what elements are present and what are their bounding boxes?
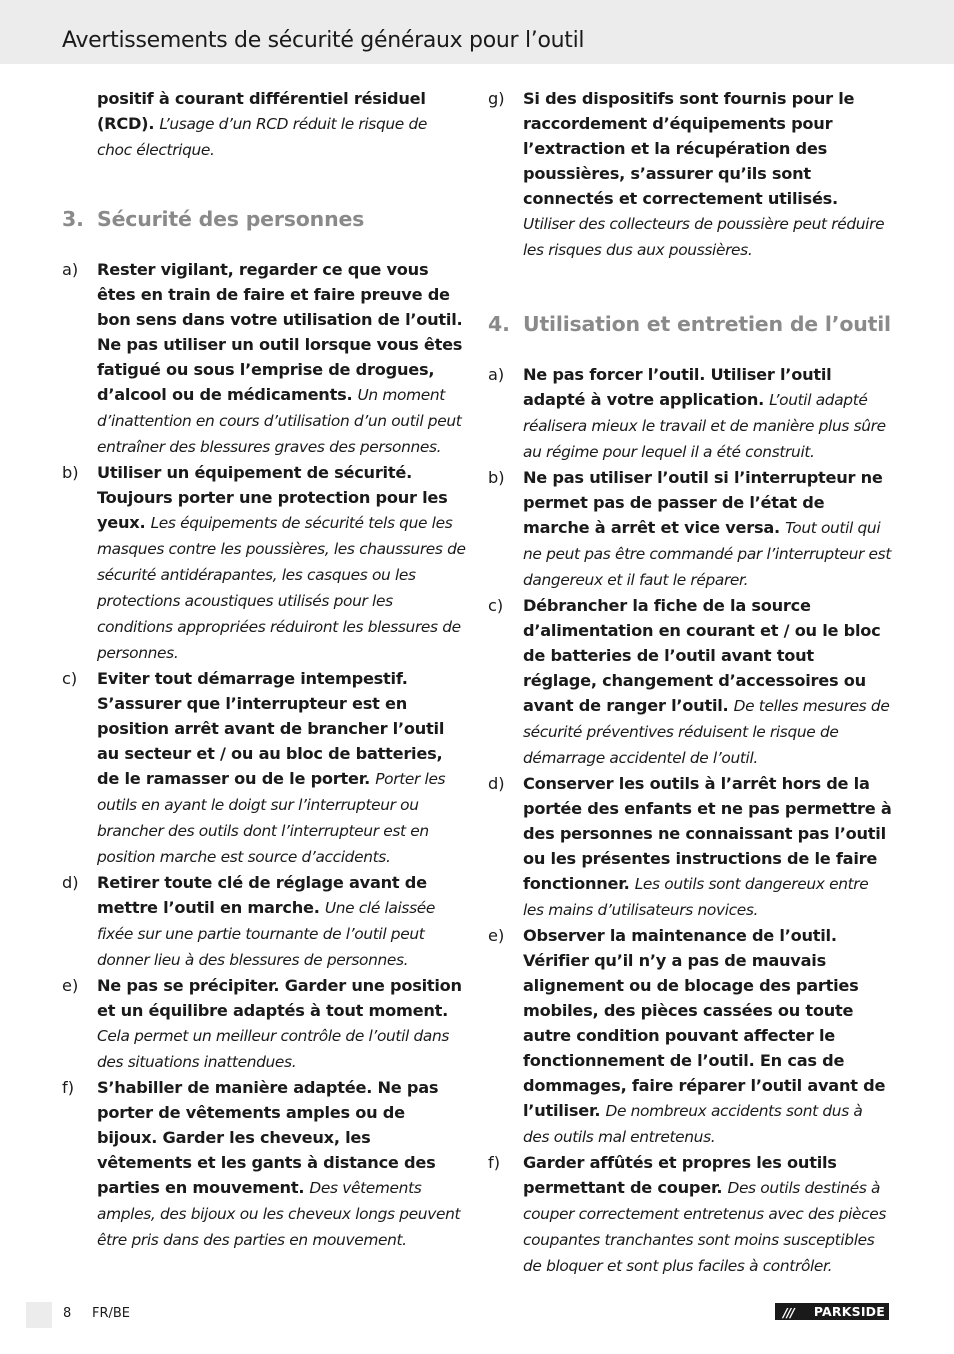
list-item [62, 460, 466, 666]
intro-paragraph [62, 86, 466, 163]
item-bold: Utiliser un équipement de sécurité. Toujours porter une protection pour les yeux. [97, 463, 448, 532]
item-bold: Retirer toute clé de réglage avant de mettre l’outil en marche. [97, 873, 427, 917]
item-letter: g) [488, 89, 505, 108]
section-title: Sécurité des personnes [97, 207, 365, 231]
item-italic: L’outil adapté réalisera mieux le travail et de manière plus sûre au régime pour lequel il a été construit. [523, 391, 886, 461]
list-item [62, 973, 466, 1075]
item-letter: d) [62, 873, 79, 892]
item-letter: a) [62, 260, 79, 279]
item-letter: f) [62, 1078, 75, 1097]
item-bold: Débrancher la fiche de la source d’alimentation en courant et / ou le bloc de batteries de l’outil avant tout réglage, changement d’accessoires ou avant de ranger l’outil. [523, 596, 881, 715]
item-bold: Eviter tout démarrage intempestif. S’assurer que l’interrupteur est en position arrêt avant de brancher l’outil au secteur et / ou au bloc de batteries, de le ramasser ou de le porter. [97, 669, 445, 788]
footer-page-marker [26, 1302, 52, 1328]
list-item [62, 257, 466, 460]
item-bold: Conserver les outils à l’arrêt hors de la portée des enfants et ne pas permettre à des personnes ne connaissant pas l’outil ou les présentes instructions de le faire fonctionner. [523, 774, 892, 893]
section-number: 4. [488, 312, 510, 336]
intro-italic: L’usage d’un RCD réduit le risque de choc électrique. [97, 115, 427, 159]
section-title: Utilisation et entretien de l’outil [523, 312, 891, 336]
list-item [62, 666, 466, 870]
item-bold: Ne pas forcer l’outil. Utiliser l’outil adapté à votre application. [523, 365, 832, 409]
item-bold: S’habiller de manière adaptée. Ne pas porter de vêtements amples ou de bijoux. Garder les cheveux, les vêtements et les gants à distance des parties en mouvement. [97, 1078, 439, 1197]
item-italic: Un moment d’inattention en cours d’utilisation d’un outil peut entraîner des blessures graves des personnes. [97, 386, 462, 456]
item-italic: Tout outil qui ne peut pas être commandé par l’interrupteur est dangereux et il faut le réparer. [523, 519, 892, 589]
section-heading-3 [62, 207, 466, 231]
list-item [488, 593, 892, 771]
list-item [488, 86, 892, 263]
item-letter: d) [488, 774, 505, 793]
parkside-logo [775, 1303, 889, 1320]
item-letter: c) [488, 596, 504, 615]
item-letter: b) [488, 468, 505, 487]
language-code: FR/BE [92, 1306, 131, 1321]
intro-bold: positif à courant différentiel résiduel (RCD). [97, 89, 426, 133]
left-column [62, 86, 466, 1253]
item-italic: De telles mesures de sécurité préventives réduisent le risque de démarrage accidentel de l’outil. [523, 697, 890, 767]
item-italic: Les outils sont dangereux entre les mains d’utilisateurs novices. [523, 875, 869, 919]
logo-text: PARKSIDE [813, 1304, 885, 1319]
list-item [488, 1150, 892, 1279]
item-italic: Des outils destinés à couper correctement entretenus avec des pièces coupantes tranchantes sont moins susceptibles de bloquer et sont plus faciles à contrôler. [523, 1179, 887, 1275]
item-italic: Utiliser des collecteurs de poussière peut réduire les risques dus aux poussières. [523, 215, 885, 259]
list-item [488, 465, 892, 593]
item-bold: Rester vigilant, regarder ce que vous êtes en train de faire et faire preuve de bon sens dans votre utilisation de l’outil. Ne pas utiliser un outil lorsque vous êtes fatigué ou sous l’emprise de drogues, d’alcool ou de médicaments. [97, 260, 463, 404]
page-title: Avertissements de sécurité généraux pour l’outil [62, 28, 585, 53]
item-bold: Garder affûtés et propres les outils permettant de couper. [523, 1153, 837, 1197]
list-item [62, 870, 466, 973]
item-letter: b) [62, 463, 79, 482]
item-italic: Une clé laissée fixée sur une partie tournante de l’outil peut donner lieu à des blessures de personnes. [97, 899, 435, 969]
item-italic: Des vêtements amples, des bijoux ou les cheveux longs peuvent être pris dans des parties en mouvement. [97, 1179, 461, 1249]
item-bold: Observer la maintenance de l’outil. Vérifier qu’il n’y a pas de mauvais alignement ou de blocage des parties mobiles, des pièces cassées ou toute autre condition pouvant affecter le fonctionnement de l’outil. En cas de dommages, faire réparer l’outil avant de l’utiliser. [523, 926, 886, 1120]
item-italic: Porter les outils en ayant le doigt sur l’interrupteur ou brancher des outils dont l’interrupteur est en position marche est source d’accidents. [97, 770, 446, 866]
item-letter: f) [488, 1153, 501, 1172]
page-number: 8 [63, 1306, 72, 1321]
list-item [488, 923, 892, 1150]
item-letter: a) [488, 365, 505, 384]
item-bold: Ne pas se précipiter. Garder une position et un équilibre adaptés à tout moment. [97, 976, 462, 1020]
list-item [488, 362, 892, 465]
item-italic: De nombreux accidents sont dus à des outils mal entretenus. [523, 1102, 863, 1146]
right-column [488, 86, 892, 1279]
item-letter: e) [488, 926, 505, 945]
section-number: 3. [62, 207, 84, 231]
list-item [62, 1075, 466, 1253]
item-bold: Si des dispositifs sont fournis pour le raccordement d’équipements pour l’extraction et la récupération des poussières, s’assurer qu’ils sont connectés et correctement utilisés. [523, 89, 855, 208]
section-heading-4 [488, 312, 892, 336]
logo-stripes-icon: /// [783, 1305, 794, 1320]
item-letter: e) [62, 976, 79, 995]
item-italic: Cela permet un meilleur contrôle de l’outil dans des situations inattendues. [97, 1027, 450, 1071]
item-letter: c) [62, 669, 78, 688]
item-bold: Ne pas utiliser l’outil si l’interrupteur ne permet pas de passer de l’état de marche à arrêt et vice versa. [523, 468, 883, 537]
list-item [488, 771, 892, 923]
item-italic: Les équipements de sécurité tels que les masques contre les poussières, les chaussures de sécurité antidérapantes, les casques ou les protections acoustiques utilisés pour les conditions appropriées réduiront les blessures de personnes. [97, 514, 466, 662]
